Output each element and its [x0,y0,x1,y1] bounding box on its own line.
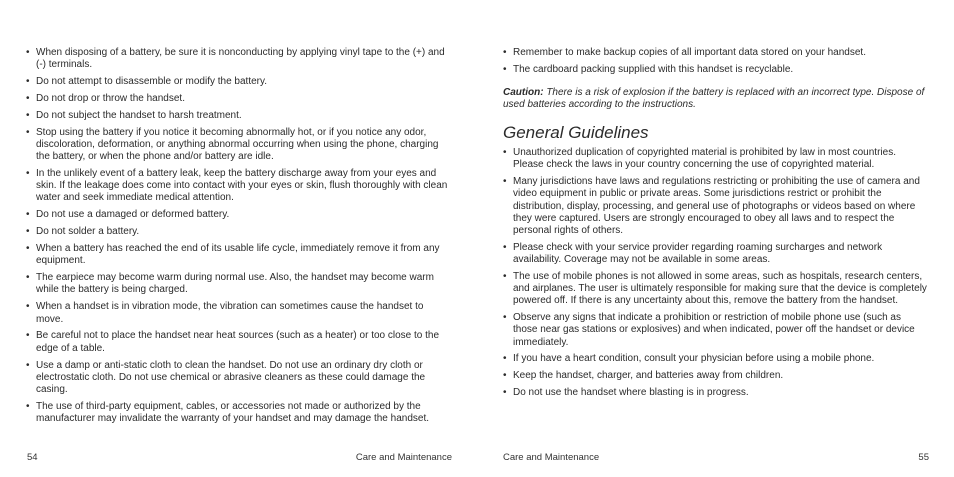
list-item: • Keep the handset, charger, and batteries away from children. [503,370,927,382]
list-item: • Observe any signs that indicate a prohibition or restriction of mobile phone use (such as those near gas stations or explosives) and when indicated, power off the handset or device immediately. [503,312,927,349]
list-item: • Do not use the handset where blasting is in progress. [503,387,927,399]
general-guidelines-list [503,147,927,404]
page-number: 54 [27,452,38,463]
section-heading: General Guidelines [503,123,649,142]
list-item: • Remember to make backup copies of all important data stored on your handset. [503,47,927,59]
list-item: • Do not solder a battery. [26,226,452,238]
list-item: • Do not subject the handset to harsh treatment. [26,110,452,122]
list-item: • Do not drop or throw the handset. [26,93,452,105]
list-item: • When disposing of a battery, be sure it is nonconducting by applying vinyl tape to the (+) and (-) terminals. [26,47,452,71]
list-item: • Many jurisdictions have laws and regulations restricting or prohibiting the use of camera and video equipment in public or private areas. Some jurisdictions restrict or prohibit the distribution, display, processing, and general use of photographs or videos based on where they were captured. Users are strongly encouraged to obey all laws and to respect the personal rights of others. [503,176,927,237]
list-item: • Be careful not to place the handset near heat sources (such as a heater) or too close to the edge of a table. [26,330,452,354]
list-item: • Do not attempt to disassemble or modify the battery. [26,76,452,88]
caution-text: There is a risk of explosion if the battery is replaced with an incorrect type. Dispose of used batteries according to the instructions. [503,87,925,111]
footer-section-title: Care and Maintenance [503,452,600,463]
list-item: • Please check with your service provider regarding roaming surcharges and network availability. Coverage may not be available in some areas. [503,242,927,266]
list-item: • The cardboard packing supplied with this handset is recyclable. [503,64,927,76]
list-item: • The use of mobile phones is not allowed in some areas, such as hospitals, research centers, and airplanes. The user is ultimately responsible for making sure that the device is completely powered off. If there is any uncertainty about this, remove the battery from the handset. [503,271,927,308]
list-item: • The earpiece may become warm during normal use. Also, the handset may become warm while the battery is being charged. [26,272,452,296]
right-page [477,0,954,477]
list-item: • When a battery has reached the end of its usable life cycle, immediately remove it from any equipment. [26,243,452,267]
list-item: • Stop using the battery if you notice it becoming abnormally hot, or if you notice any odor, discoloration, deformation, or anything abnormal occurring when using the phone, charging the battery, or when the phone and/or battery are idle. [26,127,452,164]
list-item: • If you have a heart condition, consult your physician before using a mobile phone. [503,353,927,365]
list-item: • In the unlikely event of a battery leak, keep the battery discharge away from your eyes and skin. If the leakage does come into contact with your eyes or skin, flush thoroughly with clean water and seek immediate medical attention. [26,168,452,205]
battery-safety-list [26,47,452,430]
list-item: • Do not use a damaged or deformed battery. [26,209,452,221]
caution-label: Caution: [503,87,544,98]
list-item: • When a handset is in vibration mode, the vibration can sometimes cause the handset to move. [26,301,452,325]
list-item: • The use of third-party equipment, cables, or accessories not made or authorized by the manufacturer may invalidate the warranty of your handset and may damage the handset. [26,401,452,425]
list-item: • Unauthorized duplication of copyrighted material is prohibited by law in most countries. Please check the laws in your country concerning the use of copyrighted material. [503,147,927,171]
footer-section-title: Care and Maintenance [355,452,452,463]
page-number: 55 [918,452,929,463]
list-item: • Use a damp or anti-static cloth to clean the handset. Do not use an ordinary dry cloth or electrostatic cloth. Do not use chemical or abrasive cleaners as these could damage the casing. [26,360,452,397]
caution-note [503,87,927,111]
backup-list [503,47,927,81]
